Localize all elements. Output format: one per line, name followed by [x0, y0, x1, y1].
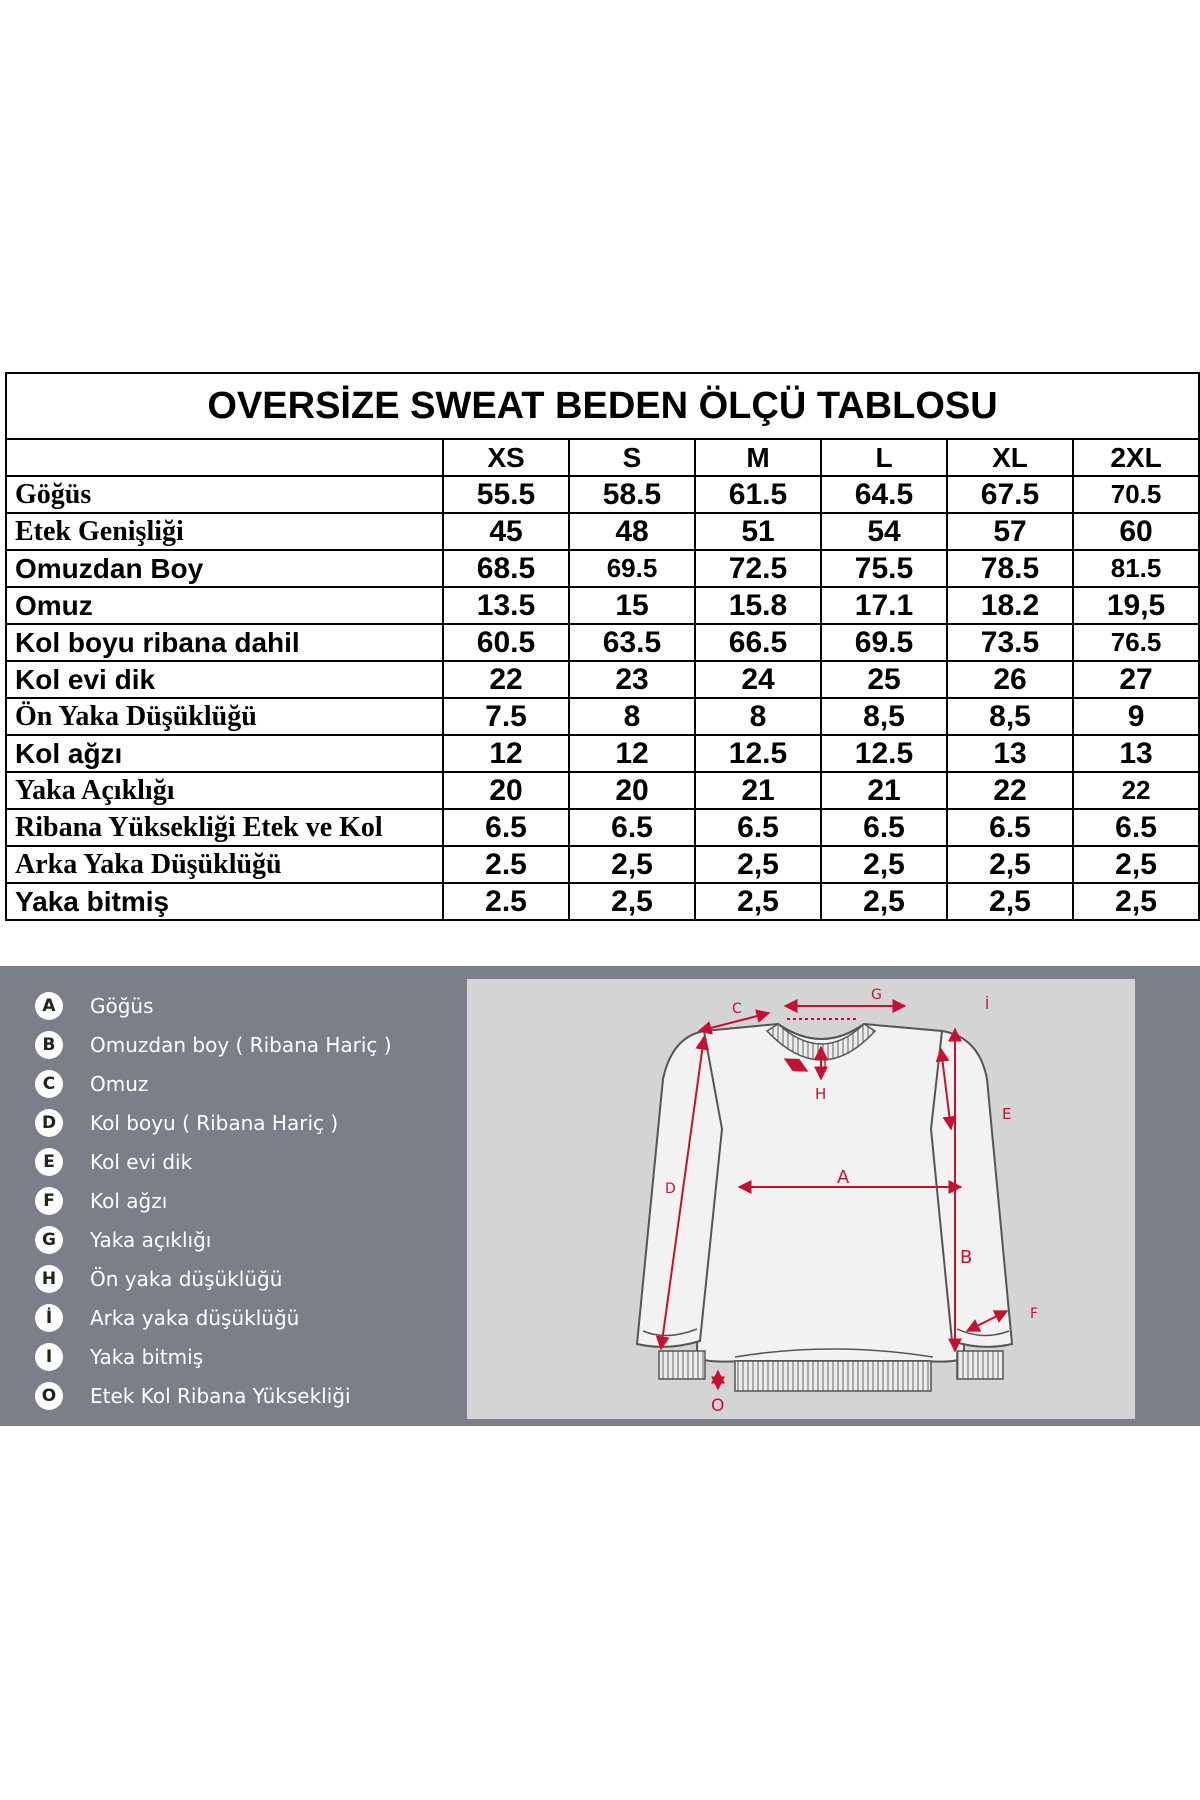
measurement-cell: 12	[443, 735, 569, 772]
row-label: Omuzdan Boy	[6, 550, 443, 587]
row-label: Kol boyu ribana dahil	[6, 624, 443, 661]
measurement-cell: 8,5	[947, 698, 1073, 735]
legend-badge: C	[35, 1070, 63, 1098]
measurement-cell: 9	[1073, 698, 1199, 735]
table-row	[6, 698, 1199, 735]
measurement-cell: 2,5	[947, 846, 1073, 883]
size-header-5: 2XL	[1073, 439, 1199, 476]
measurement-cell: 6.5	[947, 809, 1073, 846]
table-row	[6, 772, 1199, 809]
legend-text: Arka yaka düşüklüğü	[90, 1305, 300, 1330]
measurement-cell: 24	[695, 661, 821, 698]
measurement-cell: 48	[569, 513, 695, 550]
legend-badge: D	[35, 1109, 63, 1137]
measurement-cell: 2,5	[569, 883, 695, 920]
legend-item	[35, 1142, 392, 1181]
legend-text: Yaka açıklığı	[90, 1227, 212, 1252]
size-header-3: L	[821, 439, 947, 476]
table-title: OVERSİZE SWEAT BEDEN ÖLÇÜ TABLOSU	[6, 373, 1199, 439]
row-label: Ön Yaka Düşüklüğü	[6, 698, 443, 735]
row-label: Kol evi dik	[6, 661, 443, 698]
measurement-cell: 60.5	[443, 624, 569, 661]
row-label: Arka Yaka Düşüklüğü	[6, 846, 443, 883]
measurement-cell: 78.5	[947, 550, 1073, 587]
legend-item	[35, 986, 392, 1025]
legend-item	[35, 1025, 392, 1064]
legend-text: Omuzdan boy ( Ribana Hariç )	[90, 1032, 392, 1057]
legend-badge: B	[35, 1031, 63, 1059]
measurement-cell: 26	[947, 661, 1073, 698]
measurement-cell: 12.5	[821, 735, 947, 772]
row-label: Yaka Açıklığı	[6, 772, 443, 809]
measurement-cell: 22	[947, 772, 1073, 809]
legend-text: Omuz	[90, 1071, 149, 1096]
measurement-cell: 23	[569, 661, 695, 698]
legend-item	[35, 1259, 392, 1298]
diagram-label-g: G	[871, 987, 882, 1003]
measurement-cell: 15.8	[695, 587, 821, 624]
legend-text: Ön yaka düşüklüğü	[90, 1266, 283, 1291]
measurement-cell: 27	[1073, 661, 1199, 698]
measurement-cell: 75.5	[821, 550, 947, 587]
measurement-cell: 68.5	[443, 550, 569, 587]
table-row	[6, 624, 1199, 661]
legend-text: Etek Kol Ribana Yüksekliği	[90, 1383, 351, 1408]
measurement-cell: 61.5	[695, 476, 821, 513]
measurement-cell: 7.5	[443, 698, 569, 735]
measurement-cell: 2,5	[1073, 883, 1199, 920]
measurement-cell: 25	[821, 661, 947, 698]
legend-badge: F	[35, 1187, 63, 1215]
measurement-cell: 2,5	[947, 883, 1073, 920]
legend-badge: I	[35, 1343, 63, 1371]
table-row	[6, 735, 1199, 772]
diagram-label-b: B	[960, 1247, 973, 1268]
measurement-cell: 22	[443, 661, 569, 698]
measurement-cell: 2.5	[443, 883, 569, 920]
measurement-cell: 20	[569, 772, 695, 809]
diagram-label-h: H	[815, 1085, 827, 1103]
table-row	[6, 846, 1199, 883]
legend-item	[35, 1064, 392, 1103]
measurement-cell: 12.5	[695, 735, 821, 772]
size-header-0: XS	[443, 439, 569, 476]
legend-text: Kol ağzı	[90, 1188, 168, 1213]
measurement-cell: 55.5	[443, 476, 569, 513]
legend-item	[35, 1220, 392, 1259]
legend-text: Kol boyu ( Ribana Hariç )	[90, 1110, 339, 1135]
diagram-label-a: A	[837, 1167, 850, 1188]
diagram-label-i-dot: İ	[985, 997, 990, 1013]
measurement-cell: 6.5	[695, 809, 821, 846]
table-title-row	[6, 373, 1199, 439]
measurement-cell: 6.5	[1073, 809, 1199, 846]
legend-badge: H	[35, 1265, 63, 1293]
measurement-cell: 8,5	[821, 698, 947, 735]
measurement-cell: 13.5	[443, 587, 569, 624]
table-row	[6, 550, 1199, 587]
measurement-cell: 51	[695, 513, 821, 550]
measurement-cell: 57	[947, 513, 1073, 550]
legend-text: Göğüs	[90, 993, 154, 1018]
legend-text: Yaka bitmiş	[90, 1344, 204, 1369]
measurement-cell: 64.5	[821, 476, 947, 513]
measurement-cell: 81.5	[1073, 550, 1199, 587]
measurement-cell: 15	[569, 587, 695, 624]
legend-item	[35, 1376, 392, 1415]
legend-badge: O	[35, 1382, 63, 1410]
size-header-4: XL	[947, 439, 1073, 476]
measurement-cell: 73.5	[947, 624, 1073, 661]
diagram-label-d: D	[665, 1181, 676, 1197]
table-row	[6, 587, 1199, 624]
measurement-cell: 13	[1073, 735, 1199, 772]
measurement-cell: 2,5	[821, 883, 947, 920]
measurement-cell: 66.5	[695, 624, 821, 661]
measurement-cell: 70.5	[1073, 476, 1199, 513]
measurement-cell: 67.5	[947, 476, 1073, 513]
measurement-cell: 8	[695, 698, 821, 735]
diagram-label-e: E	[1002, 1105, 1012, 1123]
table-row	[6, 809, 1199, 846]
measurement-cell: 21	[695, 772, 821, 809]
table-row	[6, 661, 1199, 698]
size-header-2: M	[695, 439, 821, 476]
legend-item	[35, 1181, 392, 1220]
measurement-cell: 60	[1073, 513, 1199, 550]
row-label: Yaka bitmiş	[6, 883, 443, 920]
measurement-cell: 69.5	[821, 624, 947, 661]
row-label: Ribana Yüksekliği Etek ve Kol	[6, 809, 443, 846]
measurement-cell: 45	[443, 513, 569, 550]
sweatshirt-diagram	[467, 979, 1135, 1419]
measurement-cell: 2,5	[821, 846, 947, 883]
measurement-cell: 6.5	[443, 809, 569, 846]
measurement-cell: 17.1	[821, 587, 947, 624]
measurement-cell: 72.5	[695, 550, 821, 587]
diagram-label-f: F	[1030, 1306, 1039, 1322]
measurement-cell: 63.5	[569, 624, 695, 661]
row-label: Omuz	[6, 587, 443, 624]
measurement-cell: 2,5	[695, 846, 821, 883]
legend-item	[35, 1298, 392, 1337]
legend-item	[35, 1337, 392, 1376]
measurement-cell: 2.5	[443, 846, 569, 883]
measurement-cell: 13	[947, 735, 1073, 772]
table-row	[6, 476, 1199, 513]
row-label: Kol ağzı	[6, 735, 443, 772]
table-row	[6, 513, 1199, 550]
measurement-cell: 2,5	[1073, 846, 1199, 883]
measurement-cell: 6.5	[569, 809, 695, 846]
legend-item	[35, 1103, 392, 1142]
measurement-cell: 18.2	[947, 587, 1073, 624]
sweatshirt-diagram-svg	[467, 979, 1135, 1419]
legend-badge: E	[35, 1148, 63, 1176]
legend-badge: İ	[35, 1304, 63, 1332]
measurement-cell: 2,5	[569, 846, 695, 883]
measurement-guide-panel	[0, 966, 1200, 1426]
row-label: Göğüs	[6, 476, 443, 513]
diagram-label-o: O	[711, 1396, 725, 1416]
size-header-row	[6, 439, 1199, 476]
measurement-cell: 76.5	[1073, 624, 1199, 661]
measurement-cell: 54	[821, 513, 947, 550]
size-header-1: S	[569, 439, 695, 476]
legend-badge: G	[35, 1226, 63, 1254]
size-chart-table	[5, 372, 1200, 921]
measurement-cell: 2,5	[695, 883, 821, 920]
legend-badge: A	[35, 992, 63, 1020]
diagram-label-i: I	[823, 1059, 828, 1075]
measurement-cell: 12	[569, 735, 695, 772]
table-row	[6, 883, 1199, 920]
measurement-cell: 69.5	[569, 550, 695, 587]
legend-text: Kol evi dik	[90, 1149, 193, 1174]
diagram-label-c: C	[732, 1001, 742, 1017]
row-label: Etek Genişliği	[6, 513, 443, 550]
measurement-cell: 19,5	[1073, 587, 1199, 624]
measurement-cell: 22	[1073, 772, 1199, 809]
measurement-legend	[35, 986, 392, 1415]
measurement-cell: 20	[443, 772, 569, 809]
measurement-cell: 8	[569, 698, 695, 735]
measurement-cell: 58.5	[569, 476, 695, 513]
measurement-cell: 6.5	[821, 809, 947, 846]
header-empty-cell	[6, 439, 443, 476]
measurement-cell: 21	[821, 772, 947, 809]
